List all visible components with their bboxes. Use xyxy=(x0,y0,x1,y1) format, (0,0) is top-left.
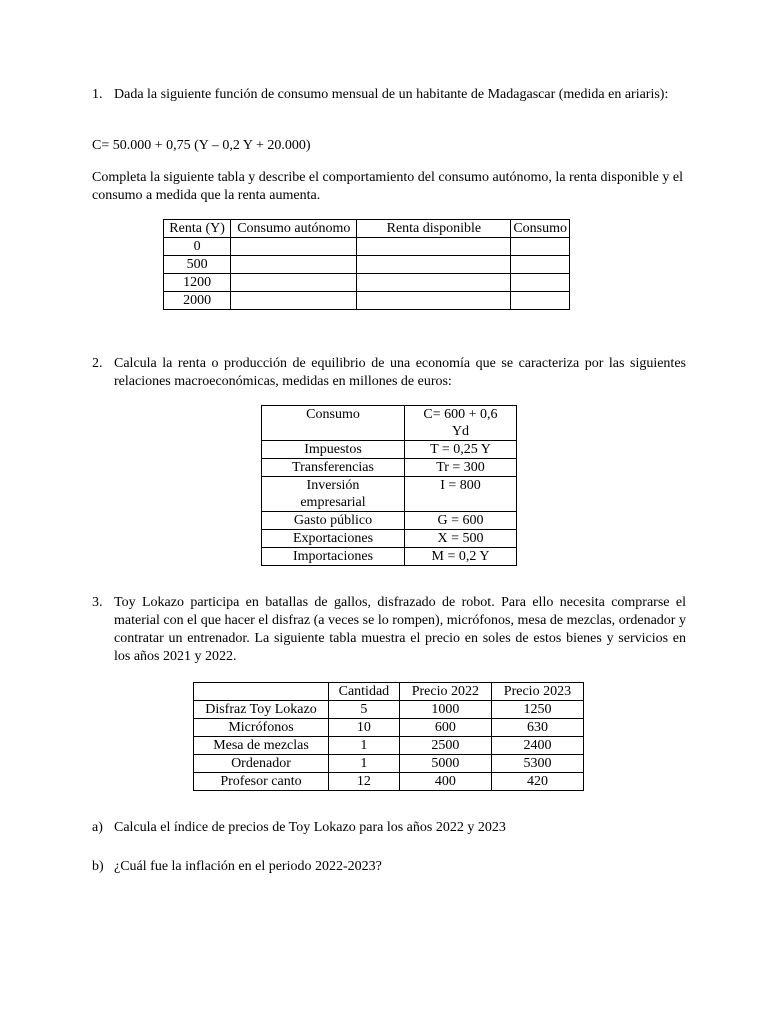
subquestion-b xyxy=(92,858,686,876)
row-value: I = 800 xyxy=(405,477,517,512)
price-2022: 5000 xyxy=(399,755,491,773)
quantity: 12 xyxy=(329,773,400,791)
quantity: 5 xyxy=(329,701,400,719)
row-label: Consumo xyxy=(262,406,405,441)
price-2023: 5300 xyxy=(491,755,583,773)
empty-cell xyxy=(231,238,357,256)
table-row xyxy=(262,530,517,548)
table-row xyxy=(262,459,517,477)
empty-cell xyxy=(511,274,570,292)
header-cell: Renta (Y) xyxy=(164,220,231,238)
row-label: Transferencias xyxy=(262,459,405,477)
price-table xyxy=(193,682,584,791)
question-2 xyxy=(92,355,686,391)
header-cell: Precio 2023 xyxy=(491,683,583,701)
table-row xyxy=(194,773,584,791)
question-text: Toy Lokazo participa en batallas de gallos, disfrazado de robot. Para ello necesita comprarse el material con el que hacer el disfraz (a veces se lo rompen), micrófonos, mesa de mezclas, ordenador y contratar un entrenador. La siguiente tabla muestra el precio en soles de estos bienes y servicios en los años 2021 y 2022. xyxy=(114,595,686,664)
row-label: Inversión empresarial xyxy=(262,477,405,512)
consumption-formula: C= 50.000 + 0,75 (Y – 0,2 Y + 20.000) xyxy=(92,138,311,153)
subquestion-text: ¿Cuál fue la inflación en el periodo 2022-2023? xyxy=(114,859,382,874)
table-row xyxy=(262,512,517,530)
header-cell: Precio 2022 xyxy=(399,683,491,701)
table-instruction: Completa la siguiente tabla y describe el comportamiento del consumo autónomo, la renta disponible y el consumo a medida que la renta aumenta. xyxy=(92,170,683,203)
table-row xyxy=(262,477,517,512)
table-row xyxy=(262,548,517,566)
header-cell: Renta disponible xyxy=(357,220,511,238)
row-value: X = 500 xyxy=(405,530,517,548)
empty-cell xyxy=(357,256,511,274)
row-label: Gasto público xyxy=(262,512,405,530)
question-text: Calcula la renta o producción de equilibrio de una economía que se caracteriza por las siguientes relaciones macroeconómicas, medidas en millones de euros: xyxy=(114,356,686,389)
item-name: Ordenador xyxy=(194,755,329,773)
table-row xyxy=(194,701,584,719)
table-row xyxy=(164,238,570,256)
price-2023: 2400 xyxy=(491,737,583,755)
row-label: Importaciones xyxy=(262,548,405,566)
quantity: 1 xyxy=(329,737,400,755)
item-name: Micrófonos xyxy=(194,719,329,737)
income-value: 1200 xyxy=(164,274,231,292)
question-number: 3. xyxy=(92,595,103,610)
table-header-row xyxy=(194,683,584,701)
table-row xyxy=(164,292,570,310)
price-2022: 400 xyxy=(399,773,491,791)
question-1 xyxy=(92,86,686,104)
income-value: 0 xyxy=(164,238,231,256)
empty-cell xyxy=(357,238,511,256)
macro-table xyxy=(261,405,517,566)
table-row xyxy=(262,441,517,459)
row-value: Tr = 300 xyxy=(405,459,517,477)
header-cell: Consumo xyxy=(511,220,570,238)
item-name: Mesa de mezclas xyxy=(194,737,329,755)
empty-cell xyxy=(231,256,357,274)
price-2022: 600 xyxy=(399,719,491,737)
row-value: C= 600 + 0,6 Yd xyxy=(405,406,517,441)
header-cell xyxy=(194,683,329,701)
table-row xyxy=(194,719,584,737)
price-2022: 2500 xyxy=(399,737,491,755)
empty-cell xyxy=(511,238,570,256)
row-value: G = 600 xyxy=(405,512,517,530)
empty-cell xyxy=(511,256,570,274)
subquestion-a xyxy=(92,819,686,837)
price-2023: 420 xyxy=(491,773,583,791)
subquestion-text: Calcula el índice de precios de Toy Lokazo para los años 2022 y 2023 xyxy=(114,820,506,835)
table-row xyxy=(164,256,570,274)
table-row xyxy=(194,755,584,773)
row-value: M = 0,2 Y xyxy=(405,548,517,566)
empty-cell xyxy=(511,292,570,310)
table-row xyxy=(262,406,517,441)
item-name: Profesor canto xyxy=(194,773,329,791)
row-value: T = 0,25 Y xyxy=(405,441,517,459)
quantity: 10 xyxy=(329,719,400,737)
empty-cell xyxy=(231,274,357,292)
empty-cell xyxy=(231,292,357,310)
header-cell: Cantidad xyxy=(329,683,400,701)
income-table xyxy=(163,219,570,310)
empty-cell xyxy=(357,274,511,292)
table-row xyxy=(194,737,584,755)
row-label: Exportaciones xyxy=(262,530,405,548)
question-text: Dada la siguiente función de consumo mensual de un habitante de Madagascar (medida en ariaris): xyxy=(114,87,669,102)
row-label: Impuestos xyxy=(262,441,405,459)
table-row xyxy=(164,274,570,292)
quantity: 1 xyxy=(329,755,400,773)
price-2022: 1000 xyxy=(399,701,491,719)
table-header-row xyxy=(164,220,570,238)
question-number: 2. xyxy=(92,356,103,371)
price-2023: 630 xyxy=(491,719,583,737)
item-name: Disfraz Toy Lokazo xyxy=(194,701,329,719)
subquestion-label: b) xyxy=(92,859,104,874)
empty-cell xyxy=(357,292,511,310)
price-2023: 1250 xyxy=(491,701,583,719)
question-number: 1. xyxy=(92,87,103,102)
income-value: 500 xyxy=(164,256,231,274)
subquestion-label: a) xyxy=(92,820,103,835)
income-value: 2000 xyxy=(164,292,231,310)
header-cell: Consumo autónomo xyxy=(231,220,357,238)
question-3 xyxy=(92,594,686,666)
